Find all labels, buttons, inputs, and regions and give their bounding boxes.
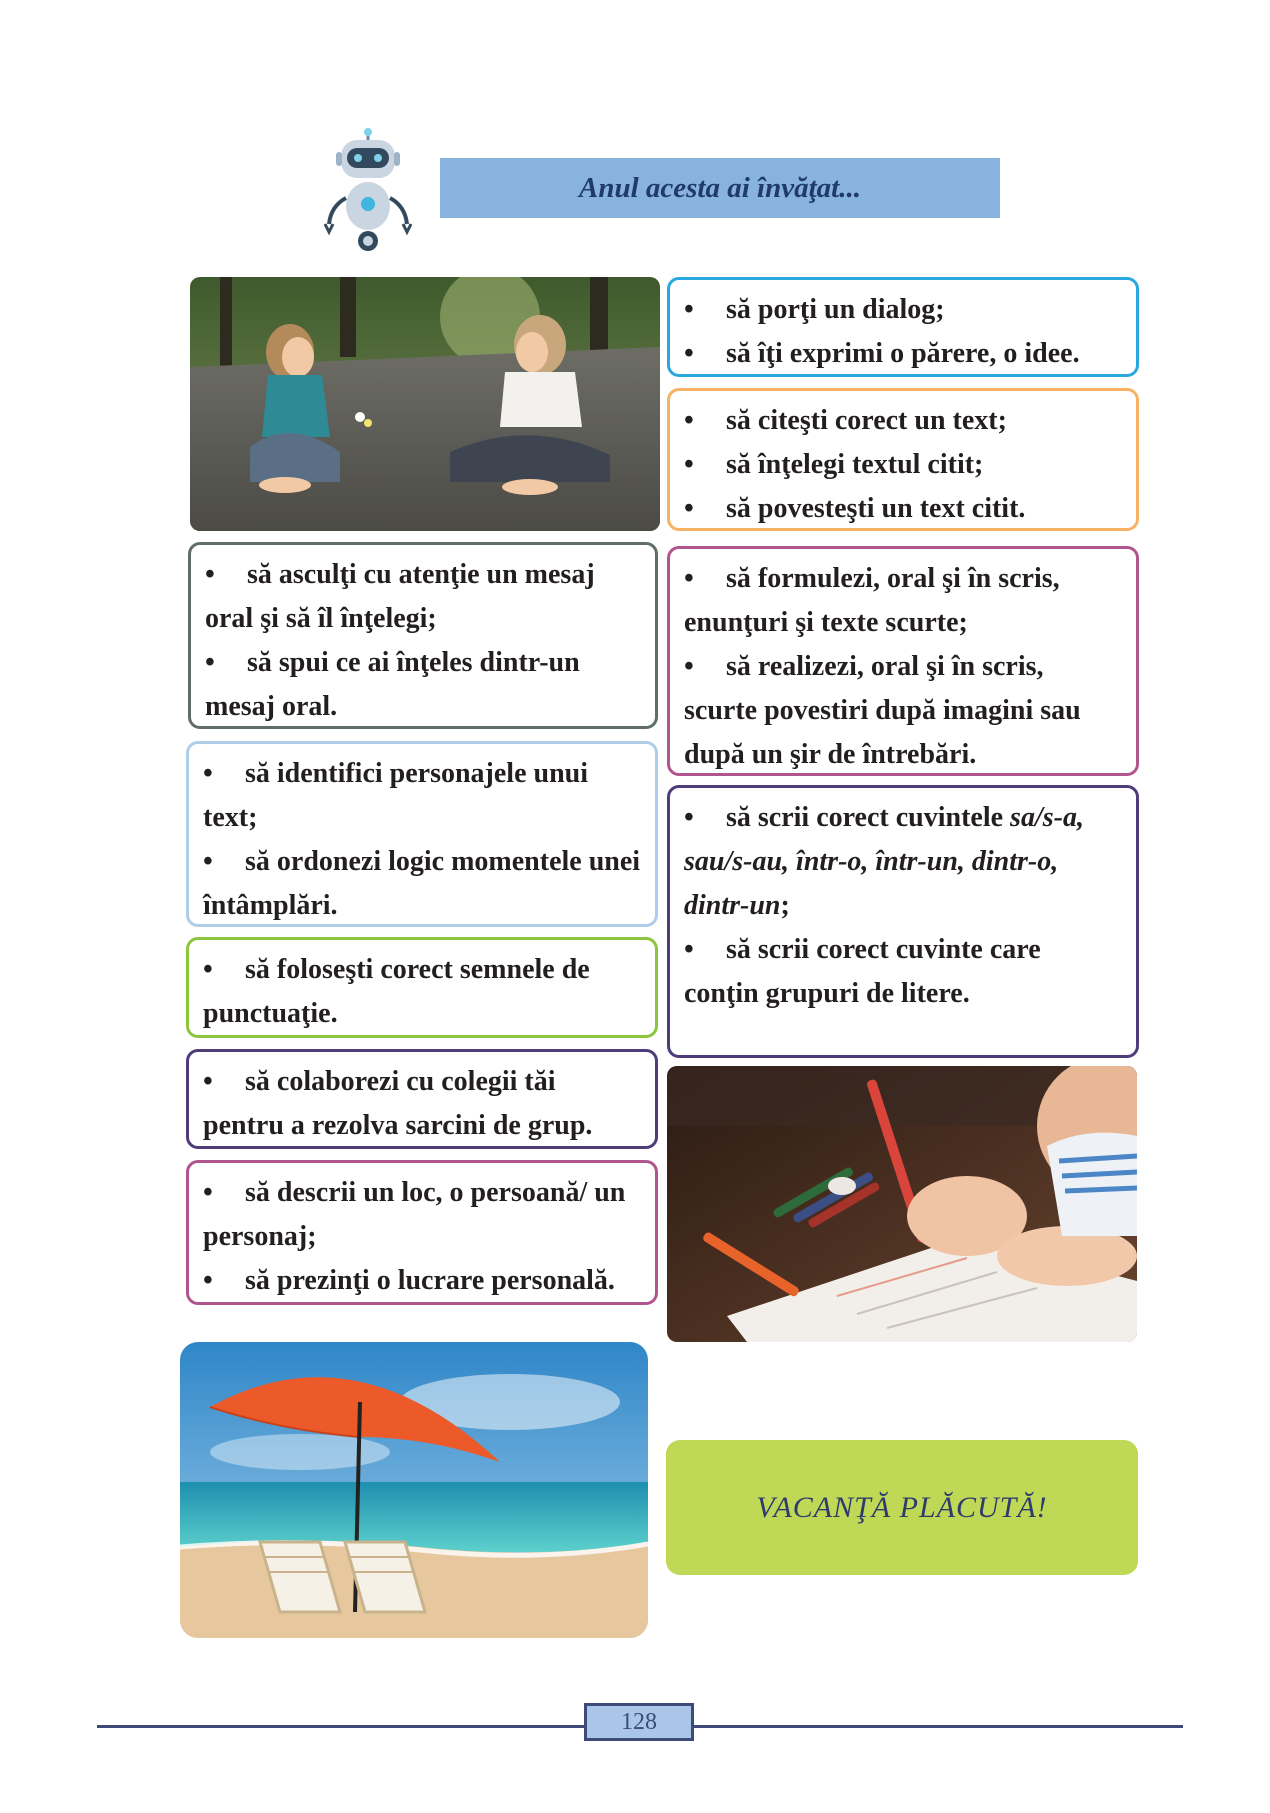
list-item: • să colaborezi cu colegii tăi pentru a rezolva sarcini de grup. bbox=[203, 1066, 593, 1141]
skills-box-describe bbox=[186, 1160, 658, 1305]
skills-box-listening bbox=[188, 542, 658, 729]
list-item: • să porţi un dialog; bbox=[684, 294, 945, 325]
list-item: • să realizezi, oral şi în scris, scurte povestiri după imagini sau după un şir de întrebări. bbox=[684, 651, 1081, 770]
page-title: Anul acesta ai învăţat... bbox=[579, 171, 861, 204]
robot-mascot-icon bbox=[323, 128, 413, 256]
list-item: • să identifici personajele unui text; bbox=[203, 758, 589, 833]
list-item: • să povesteşti un text citit. bbox=[684, 493, 1026, 524]
list-item: • să descrii un loc, o persoană/ un personaj; bbox=[203, 1177, 626, 1252]
list-item: • să asculţi cu atenţie un mesaj oral şi să îl înţelegi; bbox=[205, 559, 595, 634]
list-item: • să scrii corect cuvinte care conţin grupuri de litere. bbox=[684, 934, 1041, 1009]
skills-box-group bbox=[186, 1049, 658, 1149]
vacation-text: VACANŢĂ PLĂCUTĂ! bbox=[756, 1490, 1048, 1524]
spelling-words: sa/s-a, sau/s-au, într-o, într-un, dintr-o, dintr-un bbox=[684, 802, 1084, 921]
page-number: 128 bbox=[584, 1703, 694, 1741]
skills-box-spelling bbox=[667, 785, 1139, 1058]
photo-girls-talking bbox=[190, 277, 660, 531]
page-title-banner bbox=[440, 158, 1000, 218]
list-item: • să citeşti corect un text; bbox=[684, 405, 1007, 436]
skills-box-characters bbox=[186, 741, 658, 927]
list-item: • să prezinţi o lucrare personală. bbox=[203, 1265, 615, 1296]
photo-child-writing bbox=[667, 1066, 1137, 1342]
photo-beach-umbrella bbox=[180, 1342, 648, 1638]
skills-box-dialog bbox=[667, 277, 1139, 377]
skills-box-reading bbox=[667, 388, 1139, 531]
skills-box-punctuation bbox=[186, 937, 658, 1038]
vacation-banner bbox=[666, 1440, 1138, 1575]
list-item: • să spui ce ai înţeles dintr-un mesaj oral. bbox=[205, 647, 580, 722]
list-item: • să scrii corect cuvintele sa/s-a, sau/s-au, într-o, într-un, dintr-o, dintr-un; bbox=[684, 802, 1084, 921]
list-item: • să ordonezi logic momentele unei întâmplări. bbox=[203, 846, 641, 921]
list-item: • să îţi exprimi o părere, o idee. bbox=[684, 338, 1080, 369]
list-item: • să înţelegi textul citit; bbox=[684, 449, 984, 480]
list-item: • să foloseşti corect semnele de punctuaţie. bbox=[203, 954, 590, 1029]
list-item: • să formulezi, oral şi în scris, enunţuri şi texte scurte; bbox=[684, 563, 1060, 638]
skills-box-writing bbox=[667, 546, 1139, 776]
